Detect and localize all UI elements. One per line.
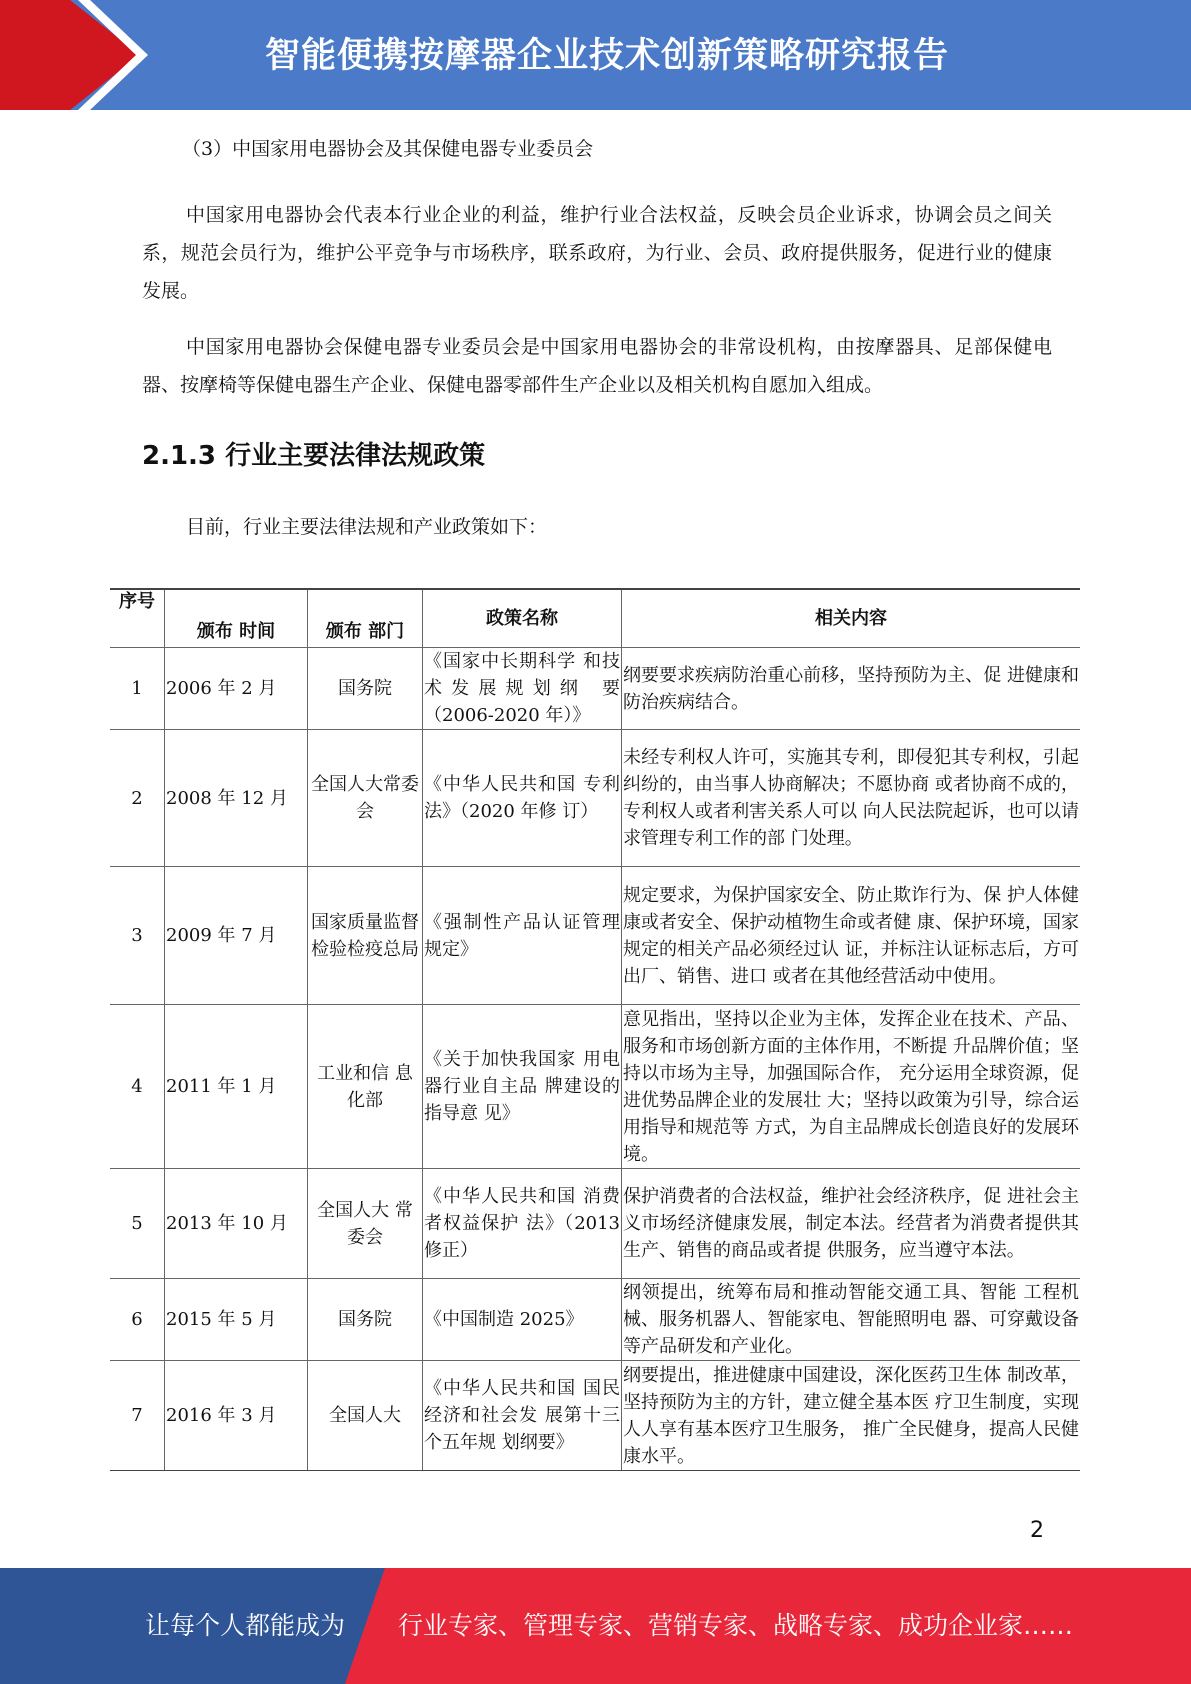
- cell-content: 纲要提出，推进健康中国建设，深化医药卫生体 制改革，坚持预防为主的方针，建立健全基本医 疗卫生制度，实现人人享有基本医疗卫生服务， 推广全民健身，提高人民健康水平。: [622, 1361, 1081, 1471]
- cell-content: 意见指出，坚持以企业为主体，发挥企业在技术、产品、服务和市场创新方面的主体作用，不断提 升品牌价值；坚持以市场为主导，加强国际合作， 充分运用全球资源，促进优势品牌企业的发展壮 大；坚持以政策为引导，综合运用指导和规范等 方式，为自主品牌成长创造良好的发展环境。: [622, 1005, 1081, 1169]
- cell-content: 规定要求，为保护国家安全、防止欺诈行为、保 护人体健康或者安全、保护动植物生命或者健 康、保护环境，国家规定的相关产品必须经过认 证，并标注认证标志后，方可出厂、销售、进口 或者在其他经营活动中使用。: [622, 867, 1081, 1005]
- page-footer: [0, 1568, 1191, 1684]
- header-title: 智能便携按摩器企业技术创新策略研究报告: [265, 36, 950, 76]
- cell-date: 2011 年 1 月: [165, 1005, 308, 1169]
- header-content: 相关内容: [622, 589, 1081, 648]
- cell-dept: 全国人大常委会: [308, 730, 423, 867]
- cell-no: 5: [110, 1169, 165, 1279]
- cell-no: 1: [110, 648, 165, 730]
- sub-heading: （3）中国家用电器协会及其保健电器专业委员会: [182, 138, 594, 160]
- section-title: 2.1.3 行业主要法律法规政策: [142, 441, 486, 471]
- cell-no: 7: [110, 1361, 165, 1471]
- policy-table: [110, 588, 1080, 1471]
- cell-name: 《关于加快我国家 用电器行业自主品 牌建设的指导意 见》: [423, 1005, 622, 1169]
- cell-name: 《中国制造 2025》: [423, 1279, 622, 1361]
- cell-no: 6: [110, 1279, 165, 1361]
- cell-dept: 国家质量监督检验检疫总局: [308, 867, 423, 1005]
- paragraph-2: 中国家用电器协会保健电器专业委员会是中国家用电器协会的非常设机构，由按摩器具、足部保健电器、按摩椅等保健电器生产企业、保健电器零部件生产企业以及相关机构自愿加入组成。: [142, 336, 1052, 396]
- header-chevron-icon: [78, 0, 148, 110]
- cell-date: 2006 年 2 月: [165, 648, 308, 730]
- footer-left-text: 让每个人都能成为: [145, 1611, 346, 1640]
- cell-name: 《强制性产品认证管理规定》: [423, 867, 622, 1005]
- header-no: 序号: [110, 589, 165, 648]
- header-red-block: [0, 0, 70, 110]
- cell-no: 4: [110, 1005, 165, 1169]
- cell-name: 《中华人民共和国 专利法》（2020 年修 订）: [423, 730, 622, 867]
- table-row: [110, 1005, 1080, 1169]
- cell-dept: 全国人大: [308, 1361, 423, 1471]
- cell-dept: 全国人大 常委会: [308, 1169, 423, 1279]
- intro-text: 目前，行业主要法律法规和产业政策如下：: [186, 516, 548, 538]
- cell-content: 未经专利权人许可，实施其专利，即侵犯其专利权，引起纠纷的，由当事人协商解决；不愿协商 或者协商不成的，专利权人或者利害关系人可以 向人民法院起诉，也可以请求管理专利工作的部 门处理。: [622, 730, 1081, 867]
- cell-dept: 工业和信 息化部: [308, 1005, 423, 1169]
- footer-right-text: 行业专家、管理专家、营销专家、战略专家、成功企业家……: [398, 1611, 1074, 1640]
- header-name: 政策名称: [423, 589, 622, 648]
- table-row: [110, 1361, 1080, 1471]
- table-row: [110, 867, 1080, 1005]
- cell-content: 保护消费者的合法权益，维护社会经济秩序，促 进社会主义市场经济健康发展，制定本法。经营者为消费者提供其生产、销售的商品或者提 供服务，应当遵守本法。: [622, 1169, 1081, 1279]
- paragraph-1: 中国家用电器协会代表本行业企业的利益，维护行业合法权益，反映会员企业诉求，协调会员之间关系，规范会员行为，维护公平竞争与市场秩序，联系政府，为行业、会员、政府提供服务，促进行业的健康发展。: [142, 204, 1052, 302]
- page-header: [0, 0, 1191, 110]
- header-date: 颁布 时间: [165, 589, 308, 648]
- cell-name: 《中华人民共和国 消费者权益保护 法》（2013 修正）: [423, 1169, 622, 1279]
- header-dept: 颁布 部门: [308, 589, 423, 648]
- cell-date: 2009 年 7 月: [165, 867, 308, 1005]
- cell-date: 2015 年 5 月: [165, 1279, 308, 1361]
- cell-date: 2008 年 12 月: [165, 730, 308, 867]
- table-row: [110, 730, 1080, 867]
- cell-content: 纲领提出，统筹布局和推动智能交通工具、智能 工程机械、服务机器人、智能家电、智能照明电 器、可穿戴设备等产品研发和产业化。: [622, 1279, 1081, 1361]
- cell-no: 3: [110, 867, 165, 1005]
- table-row: [110, 1169, 1080, 1279]
- cell-dept: 国务院: [308, 1279, 423, 1361]
- cell-name: 《国家中长期科学 和技术发展规划纲 要（2006-2020 年）》: [423, 648, 622, 730]
- cell-no: 2: [110, 730, 165, 867]
- table-header-row: [110, 589, 1080, 648]
- cell-content: 纲要要求疾病防治重心前移，坚持预防为主、促 进健康和防治疾病结合。: [622, 648, 1081, 730]
- main-content: [142, 130, 1052, 546]
- cell-date: 2016 年 3 月: [165, 1361, 308, 1471]
- page-number: 2: [1030, 1518, 1044, 1543]
- table-row: [110, 648, 1080, 730]
- cell-name: 《中华人民共和国 国民经济和社会发 展第十三个五年规 划纲要》: [423, 1361, 622, 1471]
- cell-dept: 国务院: [308, 648, 423, 730]
- cell-date: 2013 年 10 月: [165, 1169, 308, 1279]
- table-row: [110, 1279, 1080, 1361]
